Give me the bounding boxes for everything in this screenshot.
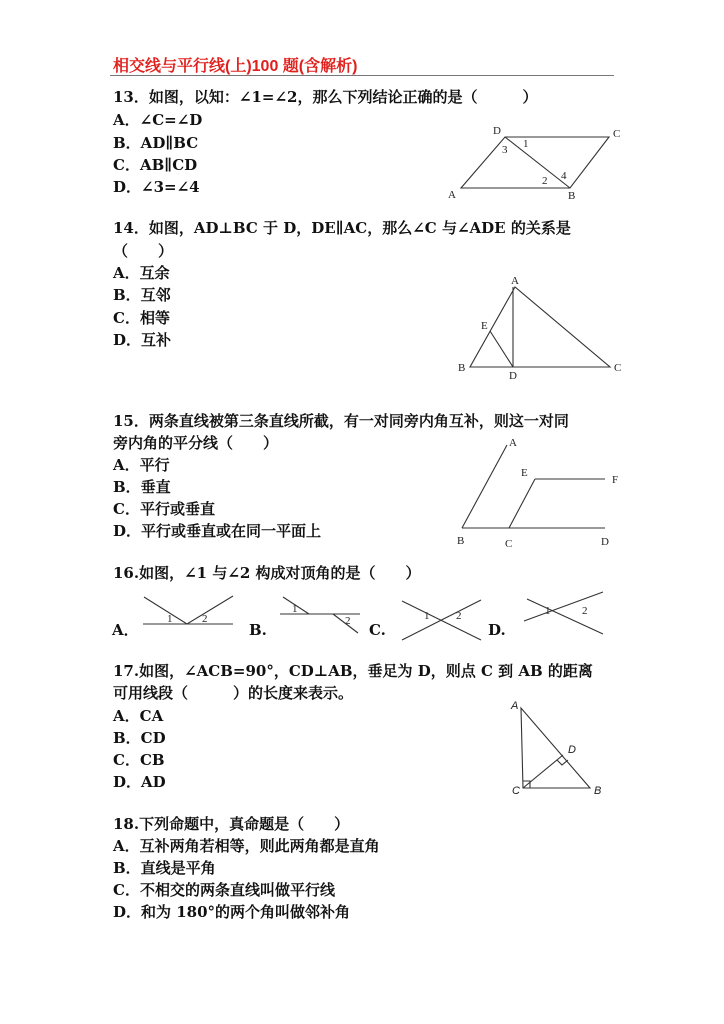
figure-label: C (512, 785, 520, 797)
q15-option-b: B．垂直 (113, 478, 171, 496)
figure-label: A (511, 275, 519, 287)
q18-stem: 18.下列命题中，真命题是（ ） (113, 815, 350, 833)
figure-label: D (568, 744, 576, 756)
q14-option-b: B．互邻 (113, 286, 171, 304)
figure-label: 1 (523, 138, 529, 150)
figure-label: 2 (345, 615, 351, 627)
figure-label: 4 (561, 170, 567, 182)
q14-stem-2: （ ） (113, 242, 174, 260)
q18-option-c: C．不相交的两条直线叫做平行线 (113, 881, 335, 899)
figure-label: F (612, 474, 619, 486)
q18-option-b: B．直线是平角 (113, 859, 216, 877)
q15-option-a: A．平行 (113, 456, 170, 474)
figure-label: B (568, 190, 576, 202)
q13-option-d: D．∠3=∠4 (113, 178, 200, 196)
q15-figure (457, 437, 618, 550)
q15-stem: 15．两条直线被第三条直线所截，有一对同旁内角互补，则这一对同 (113, 412, 569, 430)
figure-label: 1 (424, 610, 430, 622)
q15-option-d: D．平行或垂直或在同一平面上 (113, 522, 322, 540)
figure-label: B (594, 785, 602, 797)
figure-label: 2 (542, 175, 548, 187)
q17-figure (510, 700, 601, 797)
q13-option-a: A．∠C=∠D (113, 111, 203, 129)
figure-label: 1 (292, 603, 298, 615)
q14-option-a: A．互余 (113, 264, 170, 282)
figure-label: B (457, 535, 465, 547)
q13-option-c: C．AB∥CD (113, 156, 198, 174)
figure-label: 1 (167, 613, 173, 625)
q17-stem-2: 可用线段（ ）的长度来表示。 (113, 684, 354, 702)
q16-option-c: C. (369, 621, 386, 639)
figure-label: A (511, 700, 519, 712)
q17-option-b: B．CD (113, 729, 166, 747)
q13-stem: 13．如图，以知：∠1=∠2，那么下列结论正确的是（ ） (113, 88, 538, 106)
figure-label: 3 (502, 144, 508, 156)
q16-option-d: D. (488, 621, 506, 639)
q16-option-b: B. (249, 621, 267, 639)
q17-option-c: C．CB (113, 751, 165, 769)
document-title: 相交线与平行线(上)100 题(含解析) (113, 58, 358, 75)
figure-label: C (505, 538, 513, 550)
figure-label: E (521, 467, 528, 479)
figure-label: C (613, 128, 621, 140)
q13-option-b: B．AD∥BC (113, 134, 199, 152)
q18-option-d: D．和为 180°的两个角叫做邻补角 (113, 903, 351, 921)
figure-label: 2 (456, 610, 462, 622)
q14-option-d: D．互补 (113, 331, 172, 349)
q16-stem: 16.如图，∠1 与∠2 构成对顶角的是（ ） (113, 564, 421, 582)
figure-label: D (601, 536, 609, 548)
figure-label: A (448, 189, 456, 201)
q17-option-a: A．CA (113, 707, 164, 725)
q17-stem: 17.如图，∠ACB=90°，CD⊥AB，垂足为 D，则点 C 到 AB 的距离 (113, 662, 593, 680)
q14-figure (458, 275, 621, 382)
figure-label: B (458, 362, 466, 374)
figure-label: D (493, 125, 501, 137)
q15-stem-2: 旁内角的平分线（ ） (113, 434, 279, 452)
figure-label: 2 (582, 605, 588, 617)
figure-label: D (509, 370, 517, 382)
q16-option-a: A． (112, 621, 139, 639)
q16-figures (143, 592, 603, 640)
figure-label: E (481, 320, 488, 332)
q14-option-c: C．相等 (113, 309, 170, 327)
figure-label: C (614, 362, 622, 374)
q13-figure (448, 125, 620, 202)
q18-option-a: A．互补两角若相等，则此两角都是直角 (113, 837, 380, 855)
q15-option-c: C．平行或垂直 (113, 500, 215, 518)
figure-label: 1 (545, 605, 551, 617)
q14-stem: 14．如图，AD⊥BC 于 D，DE∥AC，那么∠C 与∠ADE 的关系是 (113, 219, 571, 237)
q17-option-d: D．AD (113, 773, 166, 791)
figure-label: A (509, 437, 517, 449)
figure-label: 2 (202, 613, 208, 625)
